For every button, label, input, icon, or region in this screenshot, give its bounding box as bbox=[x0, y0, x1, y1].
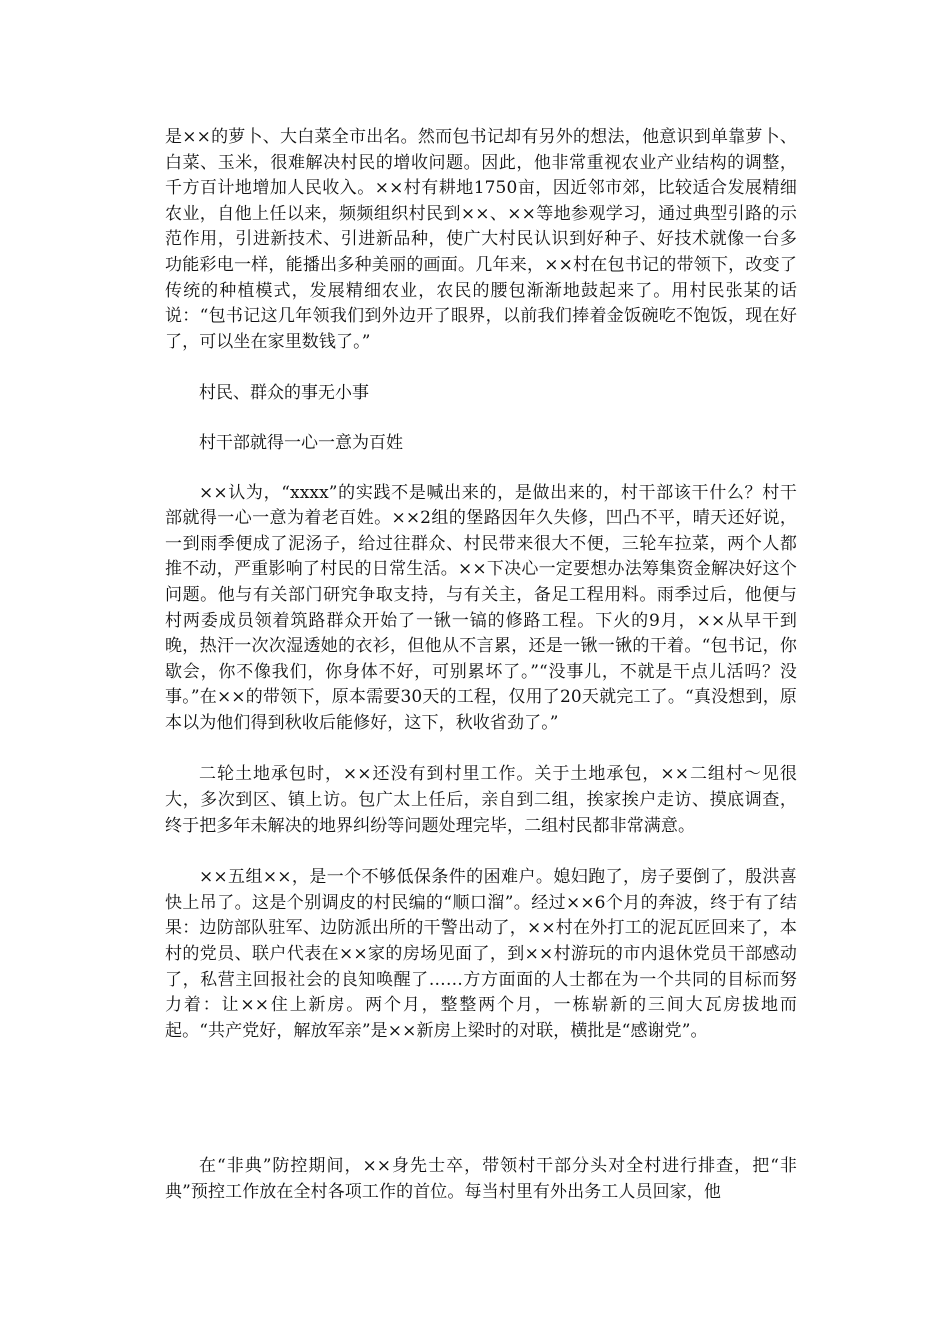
paragraph-gap bbox=[165, 407, 797, 431]
paragraph-gap bbox=[165, 839, 797, 865]
paragraph-gap bbox=[165, 355, 797, 381]
paragraph-gap bbox=[165, 736, 797, 762]
section-heading-1: 村民、群众的事无小事 bbox=[199, 383, 369, 404]
paragraph-crop-restructuring: 是××的萝卜、大白菜全市出名。然而包书记却有另外的想法，他意识到单靠萝卜、白菜、玉米，很难解决村民的增收问题。因此，他非常重视农业产业结构的调整，千方百计地增加人民收入。××村有耕地1750亩，因近邻市郊，比较适合发展精细农业，自他上任以来，频频组织村民到××、××等地参观学习，通过典型引路的示范作用，引进新技术、引进新品种，使广大村民认识到好种子、好技术就像一台多功能彩电一样，能播出多种美丽的画面。几年来，××村在包书记的带领下，改变了传统的种植模式，发展精细农业，农民的腰包渐渐地鼓起来了。用村民张某的话说：“包书记这几年领我们到外边开了眼界，以前我们捧着金饭碗吃不饱饭，现在好了，可以坐在家里数钱了。” bbox=[165, 127, 797, 352]
paragraph-gap-large bbox=[165, 1044, 797, 1154]
section-heading-2: 村干部就得一心一意为百姓 bbox=[199, 432, 403, 453]
document-page bbox=[165, 125, 797, 1206]
paragraph-sars-prevention: 在“非典”防控期间，××身先士卒，带领村干部分头对全村进行排查，把“非典”预控工作放在全村各项工作的首位。每当村里有外出务工人员回家，他 bbox=[165, 1156, 797, 1202]
paragraph-gap bbox=[165, 457, 797, 481]
paragraph-new-house: ××五组××，是一个不够低保条件的困难户。媳妇跑了，房子要倒了，殷洪喜快上吊了。这是个别调皮的村民编的“顺口溜”。经过××6个月的奔波，终于有了结果：边防部队驻军、边防派出所的干警出动了，××村在外打工的泥瓦匠回来了，本村的党员、联户代表在××家的房场见面了，到××村游玩的市内退休党员干部感动了，私营主回报社会的良知唤醒了……方方面面的人士都在为一个共同的目标而努力着：让××住上新房。两个月，整整两个月，一栋崭新的三间大瓦房拔地而起。“共产党好，解放军亲”是××新房上梁时的对联，横批是“感谢党”。 bbox=[165, 867, 797, 1041]
paragraph-land-contract: 二轮土地承包时，××还没有到村里工作。关于土地承包，××二组村～见很大，多次到区、镇上访。包广太上任后，亲自到二组，挨家挨户走访、摸底调查，终于把多年未解决的地界纠纷等问题处理完毕，二组村民都非常满意。 bbox=[165, 764, 797, 836]
paragraph-road-repair: ××认为，“xxxx”的实践不是喊出来的，是做出来的，村干部该干什么？村干部就得一心一意为着老百姓。××2组的堡路因年久失修，凹凸不平，晴天还好说，一到雨季便成了泥汤子，给过往群众、村民带来很大不便，三轮车拉菜，两个人都推不动，严重影响了村民的日常生活。××下决心一定要想办法筹集资金解决好这个问题。他与有关部门研究争取支持，与有关主，备足工程用料。雨季过后，他便与村两委成员领着筑路群众开始了一锹一镐的修路工程。下火的9月，××从早干到晚，热汗一次次湿透她的衣衫，但他从不言累，还是一锹一锹的干着。“包书记，你歇会，你不像我们，你身体不好，可别累坏了。”“没事儿，不就是干点儿活吗？没事。”在××的带领下，原本需要30天的工程，仅用了20天就完工了。“真没想到，原本以为他们得到秋收后能修好，这下，秋收省劲了。” bbox=[165, 482, 797, 733]
